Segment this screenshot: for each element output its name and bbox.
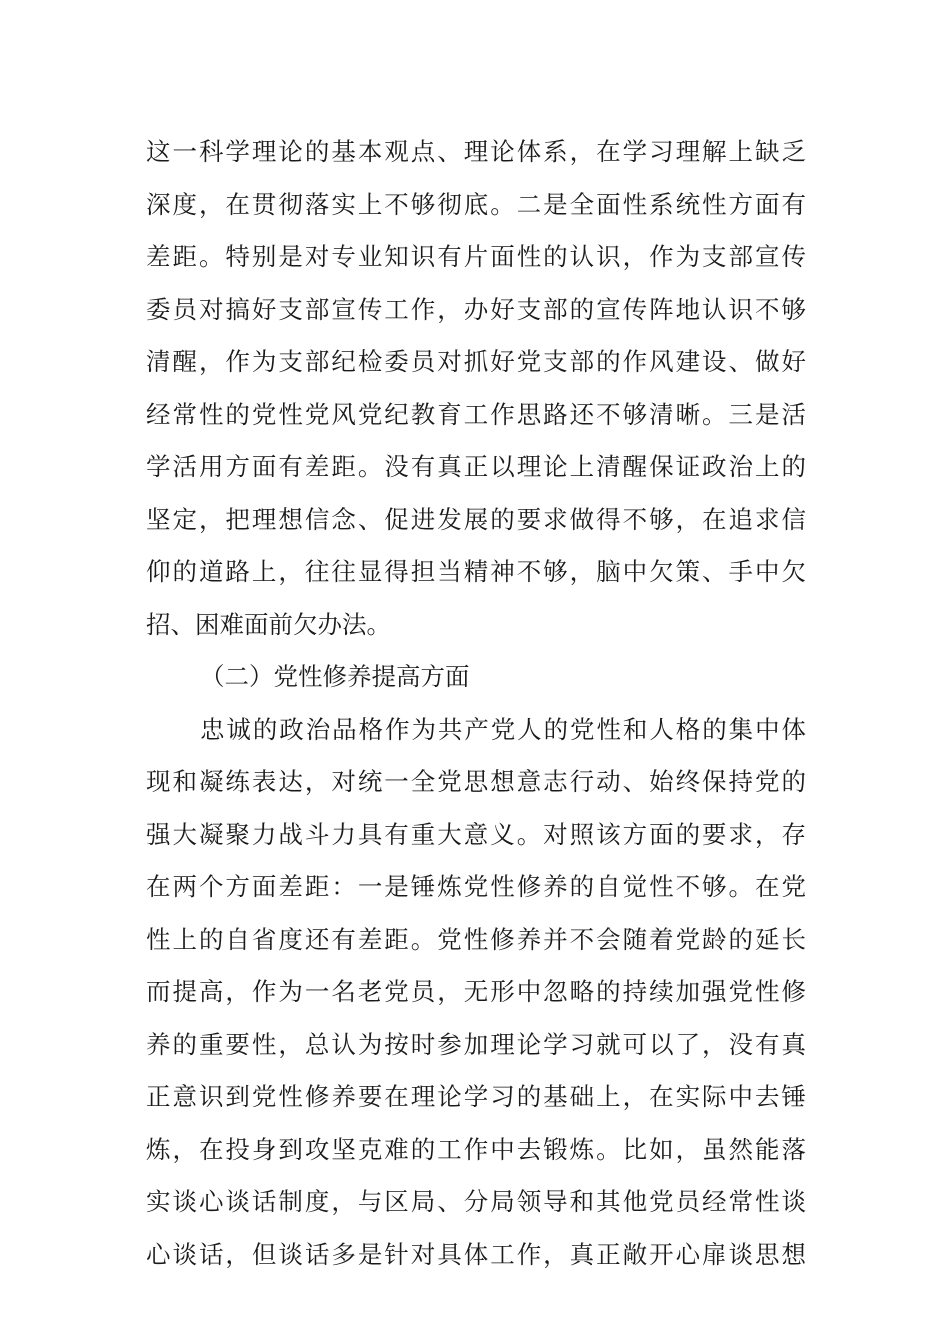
text-line: 现和凝练表达，对统一全党思想意志行动、始终保持党的 [146, 767, 806, 796]
text-line: 实谈心谈话制度，与区局、分局领导和其他党员经常性谈 [146, 1187, 806, 1216]
text-line: 养的重要性，总认为按时参加理论学习就可以了，没有真 [146, 1029, 806, 1059]
text-line: 坚定，把理想信念、促进发展的要求做得不够，在追求信 [146, 504, 806, 534]
text-line: 而提高，作为一名老党员，无形中忽略的持续加强党性修 [146, 977, 806, 1006]
text-line: 招、困难面前欠办法。 [146, 609, 391, 639]
text-line: 委员对搞好支部宣传工作，办好支部的宣传阵地认识不够 [146, 294, 806, 324]
text-line: 在两个方面差距：一是锤炼党性修养的自觉性不够。在党 [146, 872, 806, 901]
text-line: 心谈话，但谈话多是针对具体工作，真正敞开心扉谈思想 [146, 1239, 806, 1269]
text-line: 正意识到党性修养要在理论学习的基础上，在实际中去锤 [146, 1082, 806, 1111]
text-line: 强大凝聚力战斗力具有重大意义。对照该方面的要求，存 [146, 819, 806, 849]
text-line: 学活用方面有差距。没有真正以理论上清醒保证政治上的 [146, 452, 806, 481]
text-line: 清醒，作为支部纪检委员对抓好党支部的作风建设、做好 [146, 347, 806, 376]
text-line: 性上的自省度还有差距。党性修养并不会随着党龄的延长 [146, 924, 806, 954]
section-heading: （二）党性修养提高方面 [200, 662, 470, 691]
text-line: 仰的道路上，往往显得担当精神不够，脑中欠策、手中欠 [146, 557, 806, 586]
text-line: 炼，在投身到攻坚克难的工作中去锻炼。比如，虽然能落 [146, 1134, 806, 1164]
text-line: 这一科学理论的基本观点、理论体系，在学习理解上缺乏 [146, 137, 806, 166]
document-body [146, 126, 806, 1281]
paragraph-first-line: 忠诚的政治品格作为共产党人的党性和人格的集中体 [200, 714, 806, 744]
text-line: 差距。特别是对专业知识有片面性的认识，作为支部宣传 [146, 242, 806, 271]
text-line: 深度，在贯彻落实上不够彻底。二是全面性系统性方面有 [146, 189, 806, 219]
text-line: 经常性的党性党风党纪教育工作思路还不够清晰。三是活 [146, 399, 806, 429]
